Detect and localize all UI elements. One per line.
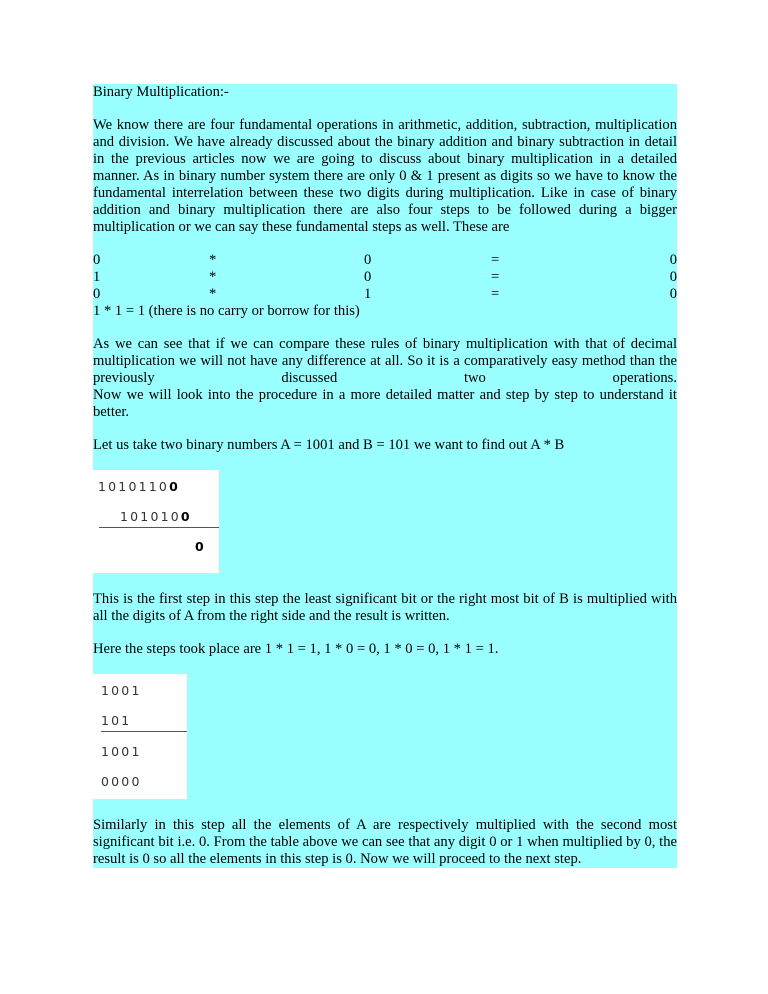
- figure-row: 10101100: [98, 479, 180, 494]
- figure-divider: [99, 527, 219, 528]
- procedure-paragraph: Now we will look into the procedure in a more detailed matter and step by step to understand it better.: [93, 387, 677, 420]
- multiplication-figure-2: [93, 674, 187, 799]
- steps-paragraph: Here the steps took place are 1 * 1 = 1, 1 * 0 = 0, 1 * 0 = 0, 1 * 1 = 1.: [93, 641, 499, 657]
- content-block: [93, 84, 677, 868]
- figure-row: 1001: [101, 744, 142, 759]
- figure-row: 1010100: [120, 509, 192, 524]
- figure-result: 0: [195, 539, 206, 554]
- first-step-paragraph: This is the first step in this step the least significant bit or the right most bit of B is multiplied with all the digits of A from the right side and the result is written.: [93, 591, 677, 624]
- figure-divider: [101, 731, 187, 732]
- compare-paragraph: As we can see that if we can compare these rules of binary multiplication with that of decimal multiplication we will not have any difference at all. So it is a comparatively easy method than the previously discussed two operations.: [93, 336, 677, 386]
- rule-row-4: 1 * 1 = 1 (there is no carry or borrow for this): [93, 303, 360, 319]
- multiplication-rules: [93, 252, 677, 320]
- take-numbers-paragraph: Let us take two binary numbers A = 1001 and B = 101 we want to find out A * B: [93, 437, 565, 453]
- rule-row: 1 * 0 = 0: [93, 269, 677, 285]
- rule-row: 0 * 1 = 0: [93, 286, 677, 302]
- intro-paragraph: We know there are four fundamental operations in arithmetic, addition, subtraction, multiplication and division. We have already discussed about the binary addition and binary subtraction in detail in the previous articles now we are going to discuss about binary multiplication in a detailed manner. As in binary number system there are only 0 & 1 present as digits so we have to know the fundamental interrelation between these two digits during multiplication. Like in case of binary addition and binary multiplication there are also four steps to be followed during a bigger multiplication or we can say these fundamental steps as well. These are: [93, 117, 677, 235]
- rule-row: 0 * 0 = 0: [93, 252, 677, 268]
- multiplication-figure-1: [93, 470, 219, 573]
- figure-row: 101: [101, 713, 132, 728]
- page-title: Binary Multiplication:-: [93, 84, 229, 100]
- similarly-paragraph: Similarly in this step all the elements of A are respectively multiplied with the second most significant bit i.e. 0. From the table above we can see that any digit 0 or 1 when multiplied by 0, the result is 0 so all the elements in this step is 0. Now we will proceed to the next step.: [93, 817, 677, 867]
- figure-row: 1001: [101, 683, 142, 698]
- figure-row: 0000: [101, 774, 142, 789]
